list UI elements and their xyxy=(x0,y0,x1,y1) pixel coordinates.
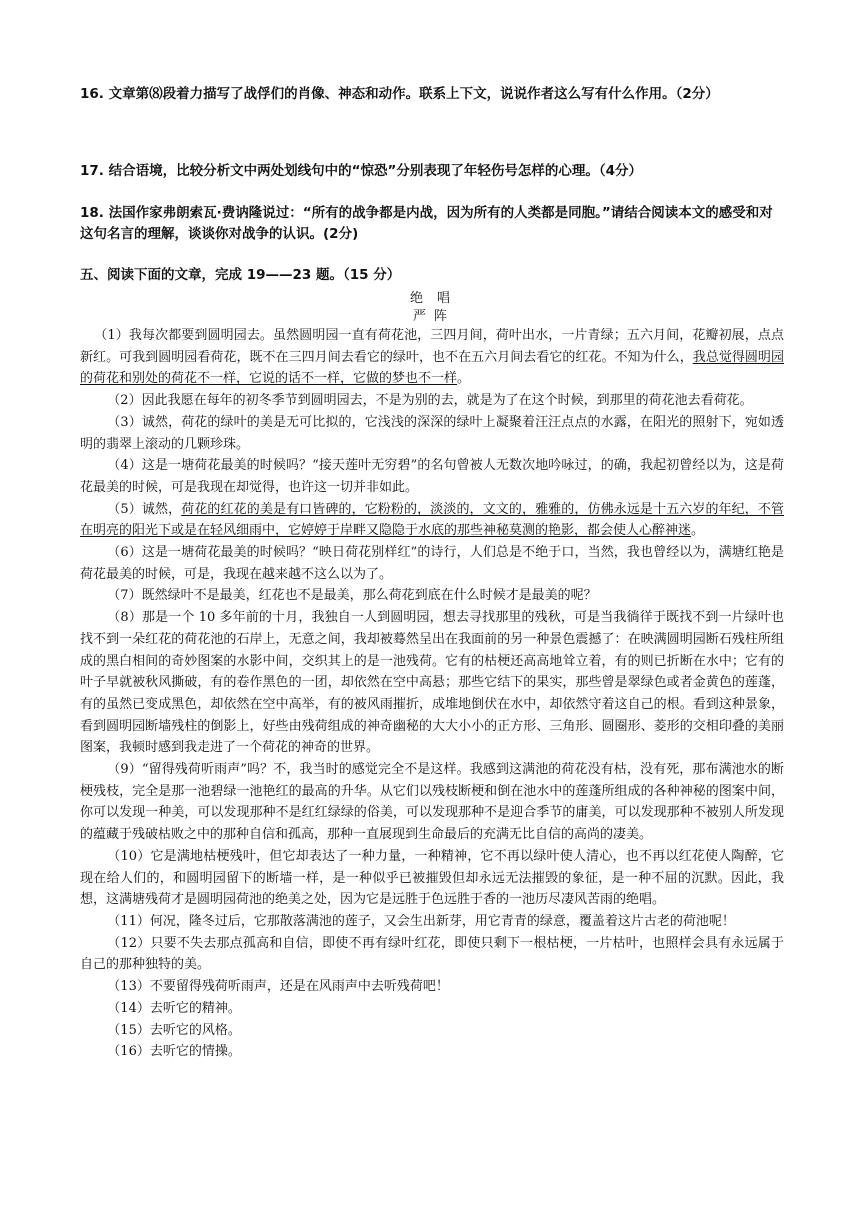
paragraph-7: （7）既然绿叶不是最美，红花也不是最美，那么荷花到底在什么时候才是最美的呢？ xyxy=(107,588,597,604)
paragraph-5 xyxy=(80,499,784,542)
paragraph-16: （16）去听它的情操。 xyxy=(107,1044,241,1060)
paragraph-3: （3）诚然，荷花的绿叶的美是无可比拟的，它浅浅的深深的绿叶上凝聚着汪汪点点的水露，在阳光的照射下，宛如透明的翡翠上滚动的几颗珍珠。 xyxy=(80,414,784,452)
question-16: 16. 文章第⑻段着力描写了战俘们的肖像、神态和动作。联系上下文，说说作者这么写有什么作用。（2分） xyxy=(80,86,719,102)
paragraph-8: （8）那是一个 10 多年前的十月，我独自一人到圆明园，想去寻找那里的残秋，可是当我徜徉于既找不到一片绿叶也找不到一朵红花的荷花池的石岸上，无意之间，我却被蓦然呈出在我面前的另一种景色震撼了：在映满圆明园断石残柱所组成的黑白相间的奇妙图案的水影中间，交织其上的是一池残荷。它有的枯梗还高高地耸立着，有的则已折断在水中；它有的叶子早就被秋风撕破，有的卷作黑色的一团，却依然在空中高悬；那些它结下的果实，那些曾是翠绿色或者金黄色的莲蓬，有的虽然已变成黑色，却依然在空中高举，有的被风雨摧折，成堆地倒伏在水中，却依然守着这自己的根。看到这种景象，看到圆明园断墙残柱的倒影上，好些由残荷组成的神奇幽秘的大大小小的正方形、三角形、圆圈形、菱形的交相印叠的美丽图案，我顿时感到我走进了一个荷花的神奇的世界。 xyxy=(80,610,784,756)
paragraph-12: （12）只要不失去那点孤高和自信，即使不再有绿叶红花，即使只剩下一根枯梗，一片枯叶，也照样会具有永远属于自己的那种独特的美。 xyxy=(80,935,784,973)
paragraph-4: （4）这是一塘荷花最美的时候吗？“接天莲叶无穷碧”的名句曾被人无数次地吟咏过，的确，我起初曾经以为，这是荷花最美的时候，可是我现在却觉得，也许这一切并非如此。 xyxy=(80,458,784,495)
paragraph-10: （10）它是满地枯梗残叶，但它却表达了一种力量，一种精神，它不再以绿叶使人清心，也不再以红花使人陶醉，它现在给人们的，和圆明园留下的断墙一样，是一种似乎已被摧毁但却永远无法摧毁的象征，是一种不屈的沉默。因此，我想，这满塘残荷才是圆明园荷池的绝美之处，因为它是远胜于色远胜于香的一池历尽凄风苦雨的绝唱。 xyxy=(80,848,784,908)
section-5-heading: 五、阅读下面的文章，完成 19——23 题。（15 分） xyxy=(80,267,401,283)
article-body xyxy=(80,325,784,1063)
paragraph-1 xyxy=(80,325,784,390)
paragraph-1-end: 。 xyxy=(457,371,471,387)
paragraph-9: （9）“留得残荷听雨声”吗？不，我当时的感觉完全不是这样。我感到这满池的荷花没有枯，没有死，那布满池水的断梗残枝，完全是那一池碧绿一池艳红的最高的升华。从它们以残枝断梗和倒在池水中的莲蓬所组成的各种神秘的图案中间，你可以发现一种美，可以发现那种不是红红绿绿的俗美，可以发现那种不是迎合季节的庸美，可以发现那种不被别人所发现的蕴藏于残破枯败之中的那种自信和孤高，那种一直展现到生命最后的充满无比自信的高尚的凄美。 xyxy=(80,762,784,843)
paragraph-13: （13）不要留得残荷听雨声，还是在风雨声中去听残荷吧！ xyxy=(107,979,449,995)
article-author: 严阵 xyxy=(412,309,455,324)
paragraph-11: （11）何况，隆冬过后，它那散落满池的莲子，又会生出新芽，用它青青的绿意，覆盖着这片古老的荷池呢！ xyxy=(107,913,735,929)
article-title: 绝唱 xyxy=(409,291,464,306)
paragraph-14: （14）去听它的精神。 xyxy=(107,1000,241,1016)
underlined-sentence-1: 我总觉得圆明园的荷花和别处的荷花不一样，它说的话不一样，它做的梦也不一样 xyxy=(80,349,784,387)
paragraph-2: （2）因此我愿在每年的初冬季节到圆明园去，不是为别的去，就是为了在这个时候，到那里的荷花池去看荷花。 xyxy=(107,393,753,409)
paragraph-5-end: 。 xyxy=(691,523,705,539)
paragraph-5-text: （5）诚然， xyxy=(107,501,182,517)
question-18: 18. 法国作家弗朗索瓦·费讷隆说过：“所有的战争都是内战，因为所有的人类都是同胞。”请结合阅读本文的感受和对这句名言的理解，谈谈你对战争的认识。(2分) xyxy=(80,205,773,242)
question-17: 17. 结合语境，比较分析文中两处划线句中的“惊恐”分别表现了年轻伤号怎样的心理。（4分） xyxy=(80,163,643,179)
underlined-sentence-2: 荷花的红花的美是有口皆碑的，它粉粉的，淡淡的，文文的，雅雅的，仿佛永远是十五六岁的年纪，不管在明亮的阳光下或是在轻风细雨中，它婷婷于岸畔又隐隐于水底的那些神秘莫测的艳影，都会使人心醉神迷 xyxy=(80,501,784,539)
paragraph-6: （6）这是一塘荷花最美的时候吗？“映日荷花别样红”的诗行，人们总是不绝于口，当然，我也曾经以为，满塘红艳是荷花最美的时候，可是，我现在越来越不这么以为了。 xyxy=(80,545,784,582)
paragraph-15: （15）去听它的风格。 xyxy=(107,1022,241,1038)
paragraph-1-text: （1）我每次都要到圆明园去。虽然圆明园一直有荷花池，三四月间，荷叶出水，一片青绿；五六月间，花瓣初展，点点新红。可我到圆明园看荷花，既不在三四月间去看它的绿叶，也不在五六月间去看它的红花。不知为什么， xyxy=(80,328,784,365)
